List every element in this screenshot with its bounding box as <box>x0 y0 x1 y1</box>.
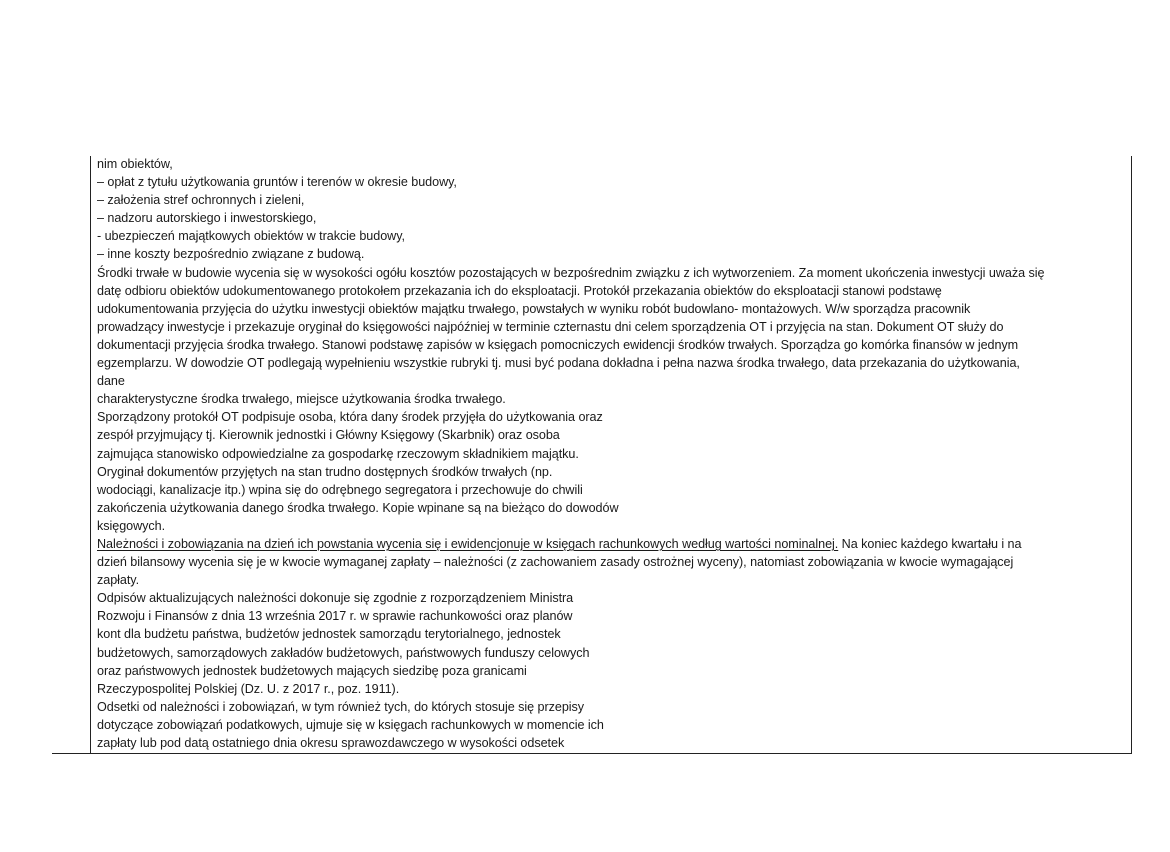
document-line: Odsetki od należności i zobowiązań, w tym również tych, do których stosuje się przepisy <box>97 699 585 714</box>
document-line: księgowych. <box>97 518 166 533</box>
document-line: wodociągi, kanalizacje itp.) wpina się do odrębnego segregatora i przechowuje do chwili <box>97 482 583 497</box>
document-line: Środki trwałe w budowie wycenia się w wysokości ogółu kosztów pozostających w bezpośrednim związku z ich wytworzeniem. Za moment ukończenia inwestycji uważa się <box>97 265 1045 280</box>
table-bottom-border <box>52 753 1132 754</box>
document-line: zespół przyjmujący tj. Kierownik jednostki i Główny Księgowy (Skarbnik) oraz osoba <box>97 428 560 443</box>
document-line: budżetowych, samorządowych zakładów budżetowych, państwowych funduszy celowych <box>97 645 590 660</box>
document-line: Oryginał dokumentów przyjętych na stan trudno dostępnych środków trwałych (np. <box>97 464 553 479</box>
document-line: zapłaty lub pod datą ostatniego dnia okresu sprawozdawczego w wysokości odsetek <box>97 736 565 750</box>
underlined-sentence: Należności i zobowiązania na dzień ich powstania wycenia się i ewidencjonuje w księgach rachunkowych według wartości nominalnej. <box>97 536 839 551</box>
document-line: nim obiektów, <box>97 157 173 171</box>
document-line: egzemplarzu. W dowodzie OT podlegają wypełnieniu wszystkie rubryki tj. musi być podana dokładna i pełna nazwa środka trwałego, data przekazania do użytkowania, <box>97 356 1020 371</box>
table-right-border <box>1131 156 1132 754</box>
document-line: – założenia stref ochronnych i zieleni, <box>97 193 305 208</box>
document-line: prowadzący inwestycje i przekazuje oryginał do księgowości najpóźniej w terminie czternastu dni celem sporządzenia OT i przyjęcia na stan. Dokument OT służy do <box>97 319 1004 334</box>
document-line: udokumentowania przyjęcia do użytku inwestycji obiektów majątku trwałego, powstałych w wyniku robót budowlano- montażowych. W/w sporządza pracownik <box>97 301 971 316</box>
document-line: oraz państwowych jednostek budżetowych mających siedzibę poza granicami <box>97 663 527 678</box>
document-line: dokumentacji przyjęcia środka trwałego. Stanowi podstawę zapisów w księgach pomocniczych ewidencji środków trwałych. Sporządza go komórka finansów w jednym <box>97 337 1019 352</box>
document-line: dzień bilansowy wycenia się je w kwocie wymaganej zapłaty – należności (z zachowaniem zasady ostrożnej wyceny), natomiast zobowiązania w kwocie wymagającej <box>97 555 1014 570</box>
document-line: Odpisów aktualizujących należności dokonuje się zgodnie z rozporządzeniem Ministra <box>97 591 574 606</box>
document-line: zakończenia użytkowania danego środka trwałego. Kopie wpinane są na bieżąco do dowodów <box>97 500 619 515</box>
document-line: Sporządzony protokół OT podpisuje osoba, która dany środek przyjęła do użytkowania oraz <box>97 410 603 425</box>
document-line: charakterystyczne środka trwałego, miejsce użytkowania środka trwałego. <box>97 392 506 407</box>
document-line: - ubezpieczeń majątkowych obiektów w trakcie budowy, <box>97 229 405 244</box>
document-line: kont dla budżetu państwa, budżetów jednostek samorządu terytorialnego, jednostek <box>97 627 561 642</box>
document-line: – inne koszty bezpośrednio związane z budową. <box>97 247 365 262</box>
document-line-receivables <box>97 535 1129 553</box>
document-line: – opłat z tytułu użytkowania gruntów i terenów w okresie budowy, <box>97 175 457 190</box>
document-line: – nadzoru autorskiego i inwestorskiego, <box>97 211 317 226</box>
document-line: zajmująca stanowisko odpowiedzialne za gospodarkę rzeczowym składnikiem majątku. <box>97 446 579 461</box>
table-left-border <box>90 156 91 754</box>
document-line: Rzeczypospolitej Polskiej (Dz. U. z 2017 r., poz. 1911). <box>97 681 400 696</box>
underlined-sentence-tail: Na koniec każdego kwartału i na <box>838 536 1022 551</box>
document-line: Rozwoju i Finansów z dnia 13 września 2017 r. w sprawie rachunkowości oraz planów <box>97 609 573 624</box>
document-line: zapłaty. <box>97 573 140 588</box>
document-line: datę odbioru obiektów udokumentowanego protokołem przekazania ich do eksploatacji. Protokół przekazania obiektów do eksploatacji stanowi podstawę <box>97 283 942 298</box>
document-line: dane <box>97 374 125 389</box>
document-line: dotyczące zobowiązań podatkowych, ujmuje się w księgach rachunkowych w momencie ich <box>97 717 604 732</box>
document-text-block <box>97 155 1129 752</box>
